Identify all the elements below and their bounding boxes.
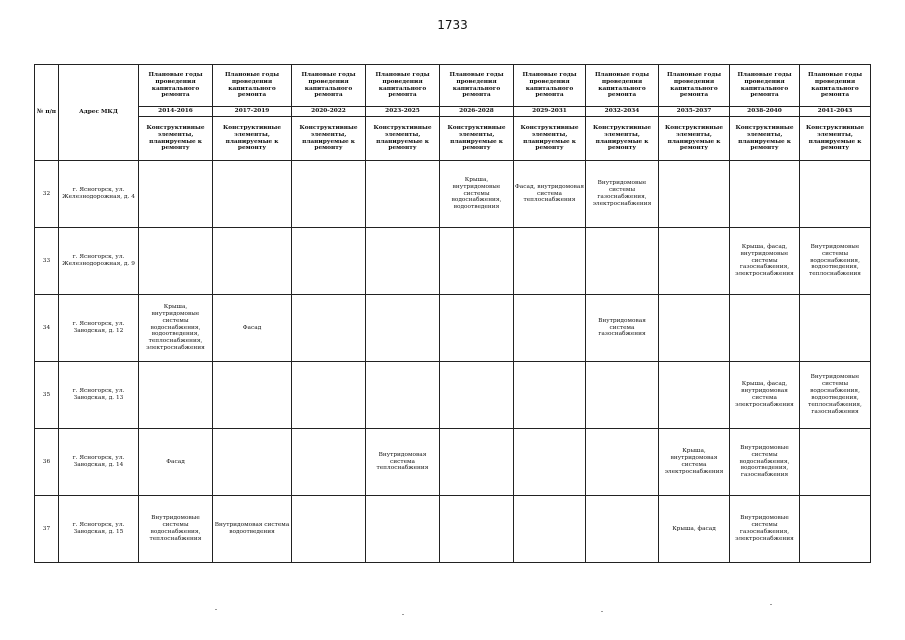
elements-header: Конструктивные элементы, планируемые к ремонту bbox=[139, 117, 213, 161]
repair-cell: Крыша, фасад bbox=[659, 496, 730, 563]
period-header: Плановые годы проведения капитального ремонта bbox=[659, 65, 730, 107]
repair-cell bbox=[659, 295, 730, 362]
repair-cell: Внутридомовая система газоснабжения bbox=[586, 295, 659, 362]
elements-header: Конструктивные элементы, планируемые к ремонту bbox=[514, 117, 586, 161]
repair-cell bbox=[213, 161, 292, 228]
row-number: 37 bbox=[35, 496, 59, 563]
elements-header: Конструктивные элементы, планируемые к ремонту bbox=[730, 117, 800, 161]
repair-cell: Внутридомовые системы водоснабжения, водоотведения, газоснабжения bbox=[730, 429, 800, 496]
repair-cell bbox=[659, 161, 730, 228]
repair-cell bbox=[659, 362, 730, 429]
header-row-elements bbox=[35, 117, 871, 161]
year-range: 2014-2016 bbox=[139, 107, 213, 117]
repair-cell bbox=[292, 228, 366, 295]
repair-cell bbox=[659, 228, 730, 295]
repair-cell bbox=[440, 429, 514, 496]
repair-cell: Фасад, внутридомовая система теплоснабжения bbox=[514, 161, 586, 228]
table-row bbox=[35, 429, 871, 496]
elements-header: Конструктивные элементы, планируемые к ремонту bbox=[292, 117, 366, 161]
repair-cell: Внутридомовые системы водоснабжения, теплоснабжения bbox=[139, 496, 213, 563]
repair-cell bbox=[800, 161, 871, 228]
repair-cell bbox=[586, 362, 659, 429]
year-range: 2029-2031 bbox=[514, 107, 586, 117]
period-header: Плановые годы проведения капитального ремонта bbox=[730, 65, 800, 107]
repair-cell: Внутридомовые системы газоснабжения, электроснабжения bbox=[730, 496, 800, 563]
period-header: Плановые годы проведения капитального ремонта bbox=[514, 65, 586, 107]
repair-cell bbox=[213, 228, 292, 295]
row-number: 32 bbox=[35, 161, 59, 228]
elements-header: Конструктивные элементы, планируемые к ремонту bbox=[213, 117, 292, 161]
repair-cell bbox=[213, 429, 292, 496]
repair-cell bbox=[440, 228, 514, 295]
repair-cell bbox=[366, 228, 440, 295]
year-range: 2017-2019 bbox=[213, 107, 292, 117]
repair-cell bbox=[139, 161, 213, 228]
repair-cell bbox=[213, 362, 292, 429]
repair-cell: Крыша, внутридомовая система электроснабжения bbox=[659, 429, 730, 496]
header-row-years bbox=[35, 107, 871, 117]
repair-cell: Внутридомовые системы водоснабжения, водоотведения, теплоснабжения, газоснабжения bbox=[800, 362, 871, 429]
period-header: Плановые годы проведения капитального ремонта bbox=[366, 65, 440, 107]
address-cell: г. Ясногорск, ул. Заводская, д. 13 bbox=[59, 362, 139, 429]
repair-cell bbox=[366, 496, 440, 563]
repair-cell bbox=[586, 496, 659, 563]
capital-repair-table bbox=[34, 64, 871, 563]
elements-header: Конструктивные элементы, планируемые к ремонту bbox=[800, 117, 871, 161]
repair-cell bbox=[514, 362, 586, 429]
repair-cell bbox=[514, 496, 586, 563]
repair-cell bbox=[292, 295, 366, 362]
repair-cell: Внутридомовые системы газоснабжения, электроснабжения bbox=[586, 161, 659, 228]
row-number: 35 bbox=[35, 362, 59, 429]
scan-speck bbox=[402, 614, 404, 615]
repair-cell: Фасад bbox=[139, 429, 213, 496]
table-row bbox=[35, 362, 871, 429]
repair-cell bbox=[800, 429, 871, 496]
repair-cell bbox=[440, 496, 514, 563]
address-header: Адрес МКД bbox=[59, 65, 139, 161]
period-header: Плановые годы проведения капитального ремонта bbox=[440, 65, 514, 107]
repair-cell bbox=[366, 362, 440, 429]
row-number: 33 bbox=[35, 228, 59, 295]
repair-cell bbox=[730, 161, 800, 228]
repair-cell bbox=[800, 295, 871, 362]
address-cell: г. Ясногорск, ул. Заводская, д. 14 bbox=[59, 429, 139, 496]
row-number: 34 bbox=[35, 295, 59, 362]
period-header: Плановые годы проведения капитального ремонта bbox=[800, 65, 871, 107]
table-row bbox=[35, 496, 871, 563]
period-header: Плановые годы проведения капитального ремонта bbox=[586, 65, 659, 107]
address-cell: г. Ясногорск, ул. Заводская, д. 12 bbox=[59, 295, 139, 362]
year-range: 2041-2043 bbox=[800, 107, 871, 117]
row-number: 36 bbox=[35, 429, 59, 496]
repair-cell bbox=[586, 228, 659, 295]
period-header: Плановые годы проведения капитального ремонта bbox=[213, 65, 292, 107]
repair-cell bbox=[440, 295, 514, 362]
page-number: 1733 bbox=[437, 18, 468, 32]
repair-cell bbox=[730, 295, 800, 362]
repair-cell bbox=[366, 161, 440, 228]
header-row-period bbox=[35, 65, 871, 107]
scan-speck bbox=[770, 604, 772, 605]
period-header: Плановые годы проведения капитального ремонта bbox=[139, 65, 213, 107]
repair-cell bbox=[292, 429, 366, 496]
address-cell: г. Ясногорск, ул. Заводская, д. 15 bbox=[59, 496, 139, 563]
table-row bbox=[35, 161, 871, 228]
num-header: № п/п bbox=[35, 65, 59, 161]
period-header: Плановые годы проведения капитального ремонта bbox=[292, 65, 366, 107]
elements-header: Конструктивные элементы, планируемые к ремонту bbox=[586, 117, 659, 161]
scan-speck bbox=[215, 609, 217, 610]
repair-cell: Крыша, фасад, внутридомовая система электроснабжения bbox=[730, 362, 800, 429]
repair-cell: Внутридомовая система теплоснабжения bbox=[366, 429, 440, 496]
year-range: 2038-2040 bbox=[730, 107, 800, 117]
address-cell: г. Ясногорск, ул. Железнодорожная, д. 9 bbox=[59, 228, 139, 295]
year-range: 2032-2034 bbox=[586, 107, 659, 117]
address-cell: г. Ясногорск, ул. Железнодорожная, д. 4 bbox=[59, 161, 139, 228]
repair-cell: Крыша, внутридомовые системы водоснабжения, водоотведения bbox=[440, 161, 514, 228]
repair-cell bbox=[292, 161, 366, 228]
elements-header: Конструктивные элементы, планируемые к ремонту bbox=[440, 117, 514, 161]
repair-cell: Фасад bbox=[213, 295, 292, 362]
repair-cell: Крыша, внутридомовые системы водоснабжения, водоотведения, теплоснабжения, электроснабжения bbox=[139, 295, 213, 362]
repair-cell bbox=[514, 429, 586, 496]
repair-cell bbox=[586, 429, 659, 496]
repair-cell: Внутридомовая система водоотведения bbox=[213, 496, 292, 563]
table-row bbox=[35, 228, 871, 295]
elements-header: Конструктивные элементы, планируемые к ремонту bbox=[659, 117, 730, 161]
repair-cell bbox=[292, 496, 366, 563]
repair-cell bbox=[292, 362, 366, 429]
year-range: 2023-2025 bbox=[366, 107, 440, 117]
scan-speck bbox=[601, 611, 603, 612]
year-range: 2020-2022 bbox=[292, 107, 366, 117]
repair-cell bbox=[139, 362, 213, 429]
repair-cell bbox=[800, 496, 871, 563]
repair-cell: Внутридомовые системы водоснабжения, водоотведения, теплоснабжения bbox=[800, 228, 871, 295]
repair-cell bbox=[514, 228, 586, 295]
repair-cell bbox=[514, 295, 586, 362]
repair-cell bbox=[366, 295, 440, 362]
repair-cell bbox=[139, 228, 213, 295]
repair-cell bbox=[440, 362, 514, 429]
year-range: 2026-2028 bbox=[440, 107, 514, 117]
elements-header: Конструктивные элементы, планируемые к ремонту bbox=[366, 117, 440, 161]
year-range: 2035-2037 bbox=[659, 107, 730, 117]
table-row bbox=[35, 295, 871, 362]
repair-cell: Крыша, фасад, внутридомовые системы газоснабжения, электроснабжения bbox=[730, 228, 800, 295]
